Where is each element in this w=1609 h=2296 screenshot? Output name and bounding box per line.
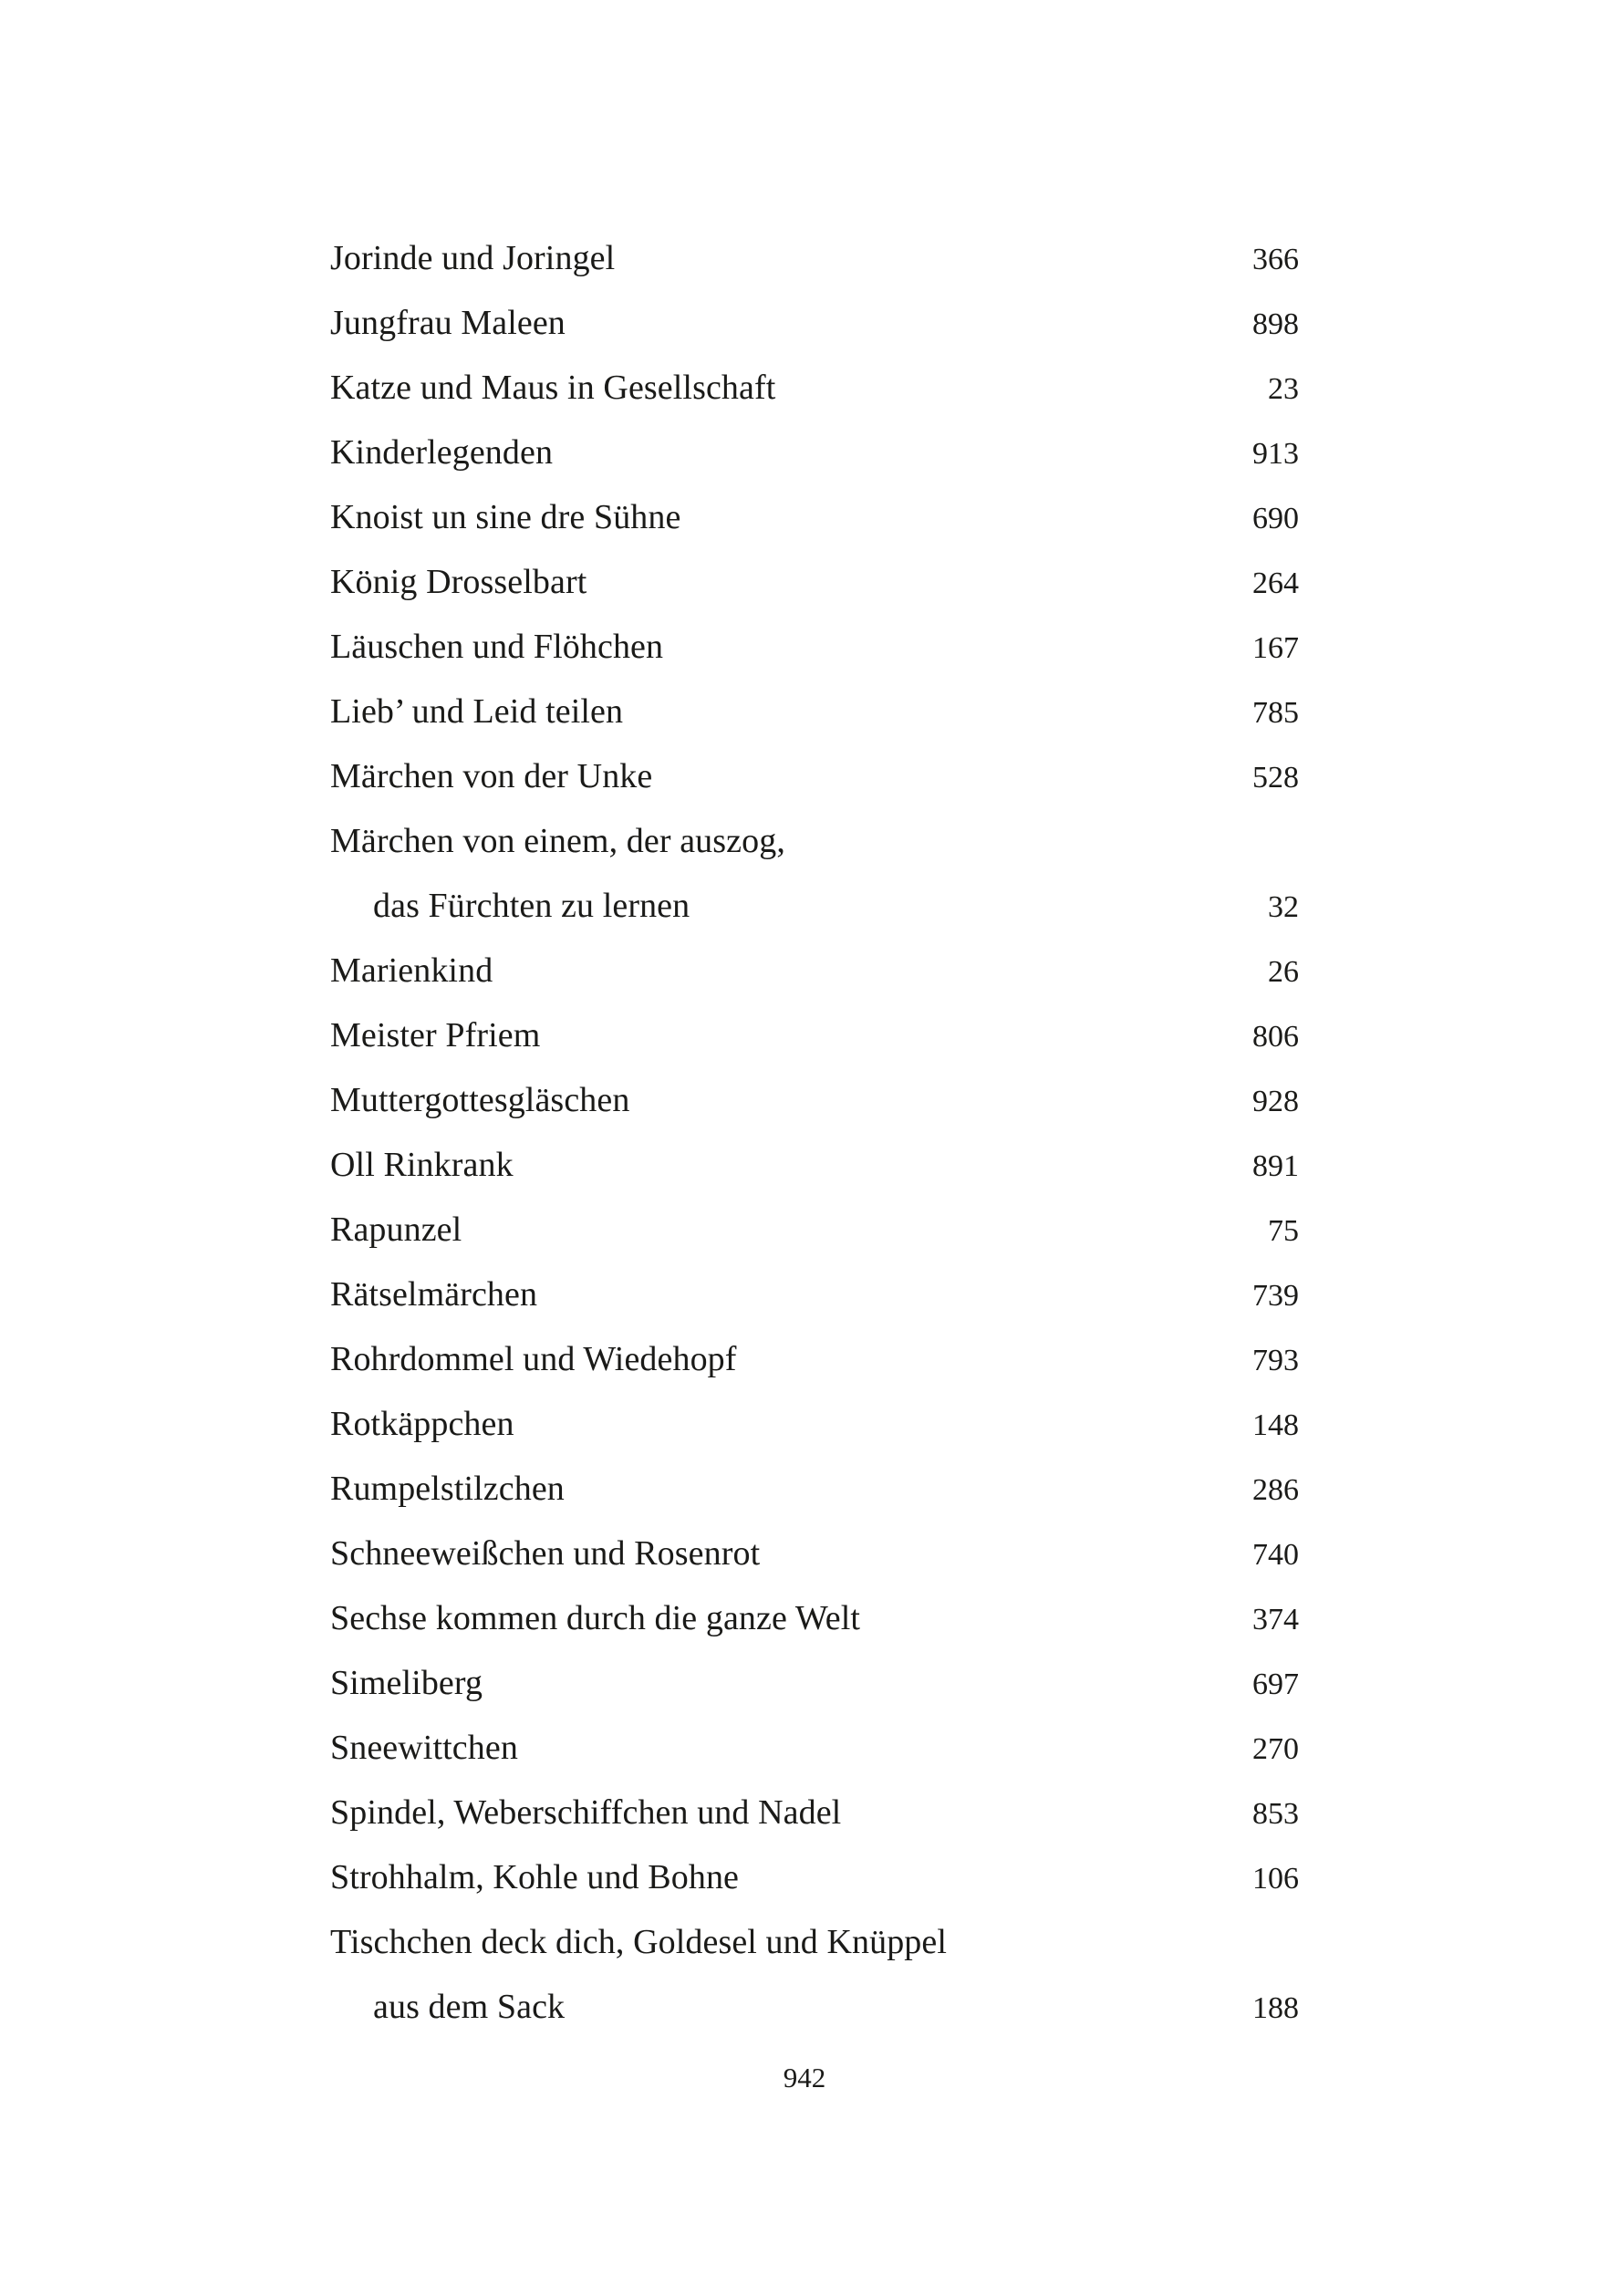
index-entry-page-number: 374 [1252, 1603, 1299, 1636]
index-entry-title: Rotkäppchen [330, 1405, 514, 1443]
index-entry [330, 680, 1299, 744]
index-entry-row [330, 1198, 1299, 1262]
index-entry-page-number: 270 [1252, 1732, 1299, 1766]
index-entry-page-number: 264 [1252, 566, 1299, 600]
index-entry-row [330, 1716, 1299, 1781]
index-entry [330, 1651, 1299, 1716]
index-entry [330, 1262, 1299, 1327]
index-entry-row [330, 1781, 1299, 1845]
index-entry [330, 1003, 1299, 1068]
index-entry-page-number: 891 [1252, 1149, 1299, 1183]
index-entry-title: Katze und Maus in Gesellschaft [330, 369, 776, 407]
index-entry [330, 1392, 1299, 1457]
index-entry-row [330, 615, 1299, 680]
index-entry-title: Schneeweißchen und Rosenrot [330, 1534, 761, 1573]
index-entry-title-continuation: aus dem Sack [373, 1988, 566, 2026]
index-entry [330, 1910, 1299, 2040]
index-entry-row [330, 226, 1299, 291]
index-entry-page-number: 853 [1252, 1797, 1299, 1831]
index-entry-row [330, 1586, 1299, 1651]
index-entry-page-number: 148 [1252, 1408, 1299, 1442]
index-entry-page-number: 32 [1268, 890, 1299, 924]
index-entry [330, 291, 1299, 356]
index-entry [330, 809, 1299, 939]
index-entry-page-number: 366 [1252, 243, 1299, 276]
index-entry [330, 226, 1299, 291]
index-entry-row [330, 1003, 1299, 1068]
index-entry [330, 1327, 1299, 1392]
index-entry-title: Märchen von einem, der auszog, [330, 822, 785, 860]
index-entry-row [330, 1845, 1299, 1910]
index-entry-title: Rätselmärchen [330, 1275, 538, 1314]
index-entry-page-number: 106 [1252, 1862, 1299, 1896]
index-entry-title: Rumpelstilzchen [330, 1470, 565, 1508]
index-entry-title: Kinderlegenden [330, 433, 554, 472]
index-entry [330, 615, 1299, 680]
index-entry-title: König Drosselbart [330, 563, 587, 601]
index-entry-page-number: 167 [1252, 631, 1299, 665]
index-entry-page-number: 898 [1252, 307, 1299, 341]
index-entry-page-number: 785 [1252, 696, 1299, 730]
index-entry-title: Knoist un sine dre Sühne [330, 498, 681, 536]
index-entry-row [330, 680, 1299, 744]
index-entry-page-number: 697 [1252, 1667, 1299, 1701]
index-entry-row [330, 744, 1299, 809]
index-entry-row [330, 291, 1299, 356]
index-entry-list [330, 226, 1299, 2040]
index-entry [330, 550, 1299, 615]
index-entry-title: Märchen von der Unke [330, 757, 653, 795]
index-entry-page-number: 690 [1252, 502, 1299, 535]
index-entry [330, 1068, 1299, 1133]
index-entry [330, 1586, 1299, 1651]
index-entry [330, 356, 1299, 421]
index-entry [330, 1522, 1299, 1586]
index-entry-page-number: 23 [1268, 372, 1299, 406]
index-entry-row [330, 809, 1299, 874]
index-entry-row [330, 1457, 1299, 1522]
index-entry [330, 939, 1299, 1003]
index-entry-title: Sechse kommen durch die ganze Welt [330, 1599, 861, 1637]
index-entry-title: Oll Rinkrank [330, 1146, 514, 1184]
index-entry-row [330, 1910, 1299, 1975]
index-entry-page-number: 806 [1252, 1020, 1299, 1054]
index-entry-page-number: 26 [1268, 955, 1299, 989]
index-entry-title: Tischchen deck dich, Goldesel und Knüppel [330, 1923, 948, 1961]
index-entry [330, 1457, 1299, 1522]
page-folio: 942 [783, 2062, 826, 2093]
index-entry-row [330, 1651, 1299, 1716]
index-entry-title: Lieb’ und Leid teilen [330, 692, 624, 731]
index-entry-title: Rohrdommel und Wiedehopf [330, 1340, 737, 1378]
index-entry-title: Läuschen und Flöhchen [330, 628, 664, 666]
index-entry-row [330, 485, 1299, 550]
index-entry-page-number: 739 [1252, 1279, 1299, 1313]
index-entry-row [330, 550, 1299, 615]
index-entry-row-continuation [330, 874, 1299, 939]
index-entry-title: Jungfrau Maleen [330, 304, 566, 342]
index-entry [330, 1198, 1299, 1262]
index-entry [330, 1781, 1299, 1845]
index-entry-row [330, 1392, 1299, 1457]
index-entry-title: Marienkind [330, 951, 493, 990]
index-entry-title: Spindel, Weberschiffchen und Nadel [330, 1793, 842, 1832]
index-entry-row [330, 1133, 1299, 1198]
index-entry-row [330, 939, 1299, 1003]
index-entry-page-number: 188 [1252, 1991, 1299, 2025]
index-entry-title: Strohhalm, Kohle und Bohne [330, 1858, 740, 1896]
index-entry [330, 485, 1299, 550]
index-entry-row [330, 1327, 1299, 1392]
index-entry-row [330, 1068, 1299, 1133]
index-entry-page-number: 793 [1252, 1344, 1299, 1377]
index-entry [330, 1716, 1299, 1781]
index-entry [330, 1845, 1299, 1910]
index-entry-page-number: 928 [1252, 1085, 1299, 1118]
index-entry-title-continuation: das Fürchten zu lernen [373, 887, 690, 925]
index-entry-page-number: 913 [1252, 437, 1299, 471]
index-entry [330, 1133, 1299, 1198]
index-entry-title: Jorinde und Joringel [330, 239, 616, 277]
index-entry-page-number: 286 [1252, 1473, 1299, 1507]
index-entry-row-continuation [330, 1975, 1299, 2040]
index-entry-row [330, 356, 1299, 421]
index-entry-title: Sneewittchen [330, 1729, 518, 1767]
index-entry-page-number: 528 [1252, 761, 1299, 795]
index-entry [330, 421, 1299, 485]
index-entry-row [330, 421, 1299, 485]
index-entry-title: Simeliberg [330, 1664, 483, 1702]
index-entry [330, 744, 1299, 809]
index-entry-page-number: 75 [1268, 1214, 1299, 1248]
index-entry-title: Meister Pfriem [330, 1016, 541, 1054]
index-entry-page-number: 740 [1252, 1538, 1299, 1572]
index-entry-title: Rapunzel [330, 1210, 462, 1249]
index-entry-row [330, 1522, 1299, 1586]
index-entry-row [330, 1262, 1299, 1327]
index-entry-title: Muttergottesgläschen [330, 1081, 630, 1119]
